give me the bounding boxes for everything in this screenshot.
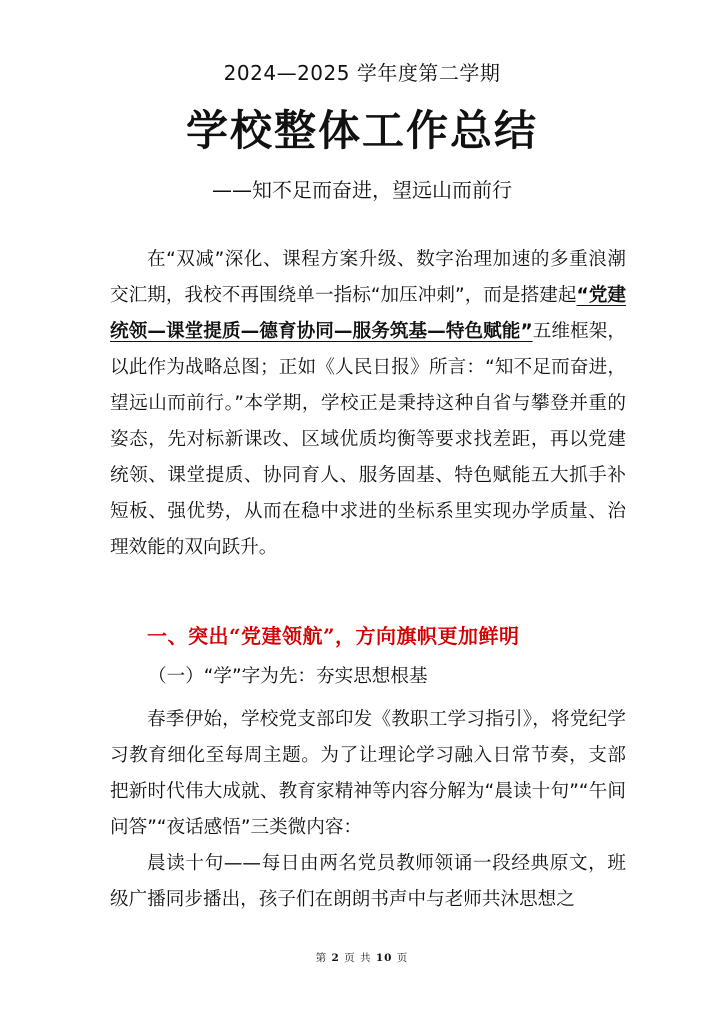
page-footer xyxy=(0,950,724,965)
intro-text-after: 五维框架，以此作为战略总图；正如《人民日报》所言：“知不足而奋进，望远山而前行。”本学期，学校正是秉持这种自省与攀登并重的姿态，先对标新课改、区域优质均衡等要求找差距，再以党建统领、课堂提质、协同育人、服务固基、特色赋能五大抓手补短板、强优势，从而在稳中求进的坐标系里实现办学质量、治理效能的双向跃升。 xyxy=(110,321,626,558)
section-heading-1: 一、突出“党建领航”，方向旗帜更加鲜明 xyxy=(147,624,520,648)
section1-paragraph-2: 晨读十句——每日由两名党员教师领诵一段经典原文，班级广播同步播出，孩子们在朗朗书声中与老师共沐思想之 xyxy=(110,853,626,910)
intro-paragraph xyxy=(110,242,626,566)
footer-total-pages: 10 xyxy=(375,952,393,964)
section1-paragraph-1: 春季伊始，学校党支部印发《教职工学习指引》，将党纪学习教育细化至每周主题。为了让理论学习融入日常节奏，支部把新时代伟大成就、教育家精神等内容分解为“晨读十句”“午间问答”“夜话感悟”三类微内容： xyxy=(110,709,626,838)
term-heading: 2024—2025 学年度第二学期 xyxy=(223,61,501,85)
document-title: 学校整体工作总结 xyxy=(185,106,538,155)
footer-page-number: 2 xyxy=(331,952,340,964)
footer-suffix: 页 xyxy=(396,952,409,964)
footer-prefix: 第 xyxy=(315,952,328,964)
intro-emphasis: “党建统领—课堂提质—德育协同—服务筑基—特色赋能” xyxy=(110,285,626,342)
intro-text-before: 在“双减”深化、课程方案升级、数字治理加速的多重浪潮交汇期，我校不再围绕单一指标“加压冲刺”，而是搭建起 xyxy=(110,249,626,306)
document-subtitle: ——知不足而奋进，望远山而前行 xyxy=(212,178,512,202)
sub-heading-1: （一）“学”字为先：夯实思想根基 xyxy=(148,666,428,687)
footer-middle: 页 共 xyxy=(344,952,372,964)
